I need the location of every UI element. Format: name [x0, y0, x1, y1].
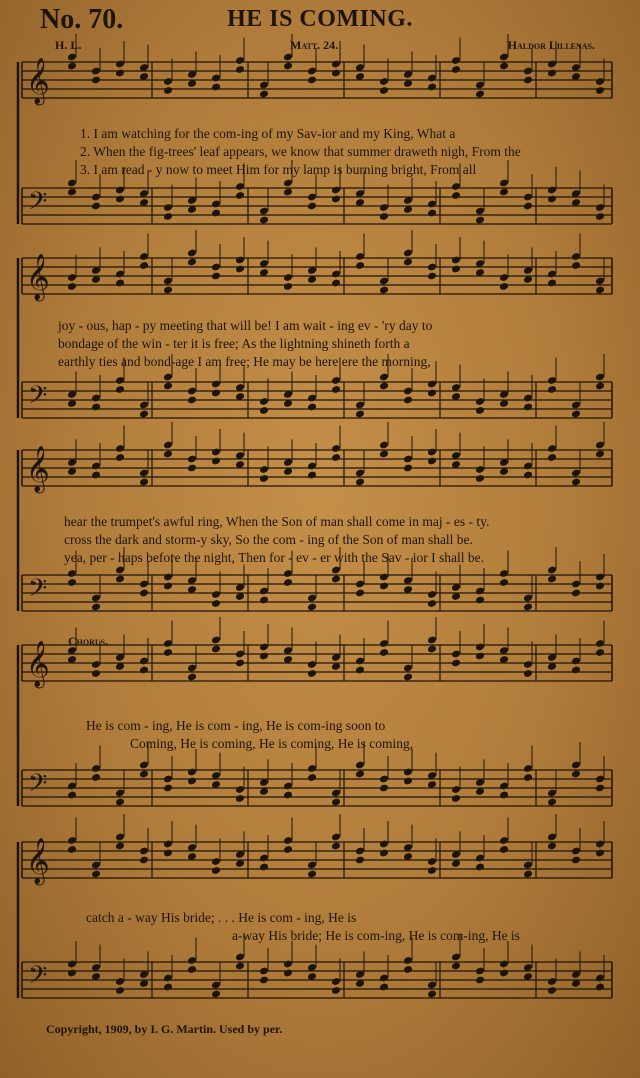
system-1-treble-note [211, 83, 221, 92]
system-4-treble-note [379, 648, 389, 657]
system-4-treble-note [451, 659, 461, 668]
system-5-treble-note [67, 845, 77, 854]
system-3-bass-note [307, 603, 317, 612]
system-1-bass-note [307, 202, 317, 211]
scripture-reference: Matt. 24. [290, 38, 339, 52]
system-2-treble-note [595, 286, 605, 295]
system-2-bass-note [163, 382, 173, 391]
system-5-treble-note [475, 863, 485, 872]
system-1-bass-note [547, 195, 557, 204]
system-3-treble-note [187, 464, 197, 473]
system-3-treble-clef-icon: 𝄞 [26, 446, 50, 492]
system-1-treble-note [91, 76, 101, 85]
system-1-bass-note [91, 202, 101, 211]
system-1-treble-note [115, 69, 125, 78]
system-4-bass-note [139, 770, 149, 779]
system-4-treble-note [475, 652, 485, 661]
system-5-bass-note [595, 983, 605, 992]
verse-line-2c: cross the dark and storm-y sky, So the com - ing of the Son of man shall be. [64, 532, 473, 547]
system-1-treble-note [307, 76, 317, 85]
system-1-treble-note [379, 86, 389, 95]
verse-line-2b: bondage of the win - ter it is free; As the lightning shineth forth a [58, 336, 410, 351]
system-1-bass-note [379, 212, 389, 221]
system-2-bass-note [595, 382, 605, 391]
music-credit: Haldor Lillenas. [507, 38, 595, 52]
system-1-bass-note [67, 188, 77, 197]
system-4-treble-note [595, 648, 605, 657]
system-4-treble-note [163, 648, 173, 657]
system-1-bass-note [259, 216, 269, 225]
system-3-bass-note [331, 575, 341, 584]
system-1-treble-note [259, 90, 269, 99]
system-5-bass-note [427, 990, 437, 999]
system-4-bass-note [355, 770, 365, 779]
system-4-bass-clef-icon: 𝄢 [28, 769, 48, 804]
system-5-treble-note [211, 866, 221, 875]
system-5-bass-note [499, 969, 509, 978]
system-2-treble-note [211, 272, 221, 281]
system-4-treble-note [211, 645, 221, 654]
system-5-bass-note [115, 986, 125, 995]
system-5-bass-note [211, 990, 221, 999]
system-5-bass-note [475, 976, 485, 985]
verse-line-1c: hear the trumpet's awful ring, When the Son of man shall come in maj - es - ty. [64, 514, 490, 529]
system-2-bass-note [403, 396, 413, 405]
system-2-treble-note [139, 261, 149, 270]
system-5-treble-note [379, 849, 389, 858]
system-5-treble-clef-icon: 𝄞 [26, 838, 50, 884]
system-5-treble-note [259, 863, 269, 872]
system-4-treble-note [259, 652, 269, 661]
system-3-bass-note [571, 589, 581, 598]
system-1-treble-note [451, 65, 461, 74]
system-2-bass-note [91, 403, 101, 412]
system-2-bass-note [355, 410, 365, 419]
system-4-bass-note [331, 798, 341, 807]
system-4-bass-note [499, 791, 509, 800]
system-1-treble-note [427, 83, 437, 92]
verse-line-3a: 3. I am read - y now to meet Him for my lamp is burning bright, From all [80, 162, 477, 177]
system-2-bass-note [475, 406, 485, 415]
system-5-treble-note [115, 842, 125, 851]
system-3-treble-note [331, 453, 341, 462]
system-3-treble-note [379, 450, 389, 459]
system-3-bass-note [427, 599, 437, 608]
system-3-treble-note [523, 471, 533, 480]
system-3-bass-note [211, 599, 221, 608]
system-3-treble-note [259, 474, 269, 483]
system-3-treble-note [547, 453, 557, 462]
system-1-bass-note [451, 191, 461, 200]
system-3-bass-note [91, 603, 101, 612]
system-4-bass-note [523, 773, 533, 782]
system-5-treble-note [307, 870, 317, 879]
system-1-bass-note [115, 195, 125, 204]
system-5-treble-note [427, 866, 437, 875]
system-2-treble-note [163, 286, 173, 295]
system-5-bass-note [403, 965, 413, 974]
system-3-treble-note [307, 471, 317, 480]
system-2-bass-clef-icon: 𝄢 [28, 381, 48, 416]
system-1-bass-note [211, 209, 221, 218]
system-2-bass-note [523, 403, 533, 412]
system-3-treble-note [211, 457, 221, 466]
system-3-treble-note [403, 464, 413, 473]
system-4-bass-note [379, 784, 389, 793]
system-3-treble-note [475, 474, 485, 483]
system-4-treble-note [139, 666, 149, 675]
system-2-bass-note [331, 385, 341, 394]
system-1-treble-note [163, 86, 173, 95]
system-5-treble-note [163, 849, 173, 858]
system-2-bass-note [427, 389, 437, 398]
system-2-bass-note [187, 396, 197, 405]
system-1-bass-note [163, 212, 173, 221]
system-1-bass-note [283, 188, 293, 197]
system-4-bass-note [283, 791, 293, 800]
system-1-treble-note [331, 69, 341, 78]
system-2-treble-note [283, 282, 293, 291]
system-4-bass-note [403, 777, 413, 786]
verse-line-1a: 1. I am watching for the com-ing of my Sav-ior and my King, What a [80, 126, 456, 141]
system-3-treble-note [595, 450, 605, 459]
hymn-number: No. 70. [40, 4, 124, 35]
system-4-treble-note [427, 645, 437, 654]
system-4-treble-note [235, 659, 245, 668]
system-2-bass-note [115, 385, 125, 394]
system-5-treble-note [355, 856, 365, 865]
system-2-treble-note [571, 261, 581, 270]
system-2-bass-note [139, 410, 149, 419]
system-4-treble-note [91, 669, 101, 678]
system-2-bass-note [547, 385, 557, 394]
system-2-treble-note [355, 261, 365, 270]
verse-line-3c: yea, per - haps before the night, Then for - ev - er with the Sav - ior I shall be. [64, 550, 484, 565]
system-1-treble-note [235, 65, 245, 74]
system-5-bass-note [283, 969, 293, 978]
system-3-treble-note [115, 453, 125, 462]
system-3-bass-note [595, 582, 605, 591]
chorus-line-4: a-way His bride; He is com-ing, He is com-ing, He is [232, 928, 520, 943]
verse-line-1b: joy - ous, hap - py meeting that will be! I am wait - ing ev - 'ry day to [58, 318, 433, 333]
system-2-treble-note [451, 265, 461, 274]
system-1-bass-note [427, 209, 437, 218]
system-4-bass-note [91, 773, 101, 782]
system-1-treble-note [67, 62, 77, 71]
system-4-bass-note [163, 784, 173, 793]
hymn-title: HE IS COMING. [227, 6, 413, 32]
system-3-treble-note [355, 478, 365, 487]
system-5-treble-note [499, 845, 509, 854]
system-4-treble-note [187, 673, 197, 682]
system-5-bass-note [331, 986, 341, 995]
system-3-bass-note [139, 589, 149, 598]
chorus-line-1: He is com - ing, He is com - ing, He is com-ing soon to [86, 718, 386, 733]
system-5-bass-note [451, 962, 461, 971]
system-4-treble-note [403, 673, 413, 682]
system-2-treble-note [67, 282, 77, 291]
system-4-bass-note [451, 794, 461, 803]
system-4-treble-note [523, 669, 533, 678]
system-2-treble-note [331, 279, 341, 288]
copyright-notice: Copyright, 1909, by I. G. Martin. Used by per. [46, 1022, 283, 1036]
chorus-line-2: Coming, He is coming, He is coming, He is coming, [130, 736, 414, 751]
system-3-treble-note [427, 457, 437, 466]
chorus-label: Chorus. [68, 634, 109, 648]
system-1-treble-note [595, 86, 605, 95]
system-1-bass-clef-icon: 𝄢 [28, 187, 48, 222]
system-2-treble-note [115, 279, 125, 288]
system-4-treble-note [571, 666, 581, 675]
system-1-bass-note [475, 216, 485, 225]
system-3-bass-note [523, 603, 533, 612]
system-2-bass-note [211, 389, 221, 398]
words-credit: H. L. [55, 38, 82, 52]
system-5-treble-note [283, 845, 293, 854]
system-4-bass-note [67, 791, 77, 800]
system-3-bass-note [283, 578, 293, 587]
system-2-treble-note [235, 265, 245, 274]
system-5-bass-note [163, 983, 173, 992]
system-1-treble-clef-icon: 𝄞 [26, 58, 50, 104]
system-3-treble-note [91, 471, 101, 480]
system-5-treble-note [571, 856, 581, 865]
system-4-bass-note [571, 770, 581, 779]
system-5-bass-note [187, 965, 197, 974]
system-4-bass-note [235, 794, 245, 803]
system-5-bass-note [259, 976, 269, 985]
system-3-bass-note [355, 589, 365, 598]
system-2-treble-note [187, 258, 197, 267]
system-5-treble-note [547, 842, 557, 851]
system-3-bass-note [499, 578, 509, 587]
system-2-treble-note [379, 286, 389, 295]
system-4-treble-note [307, 669, 317, 678]
system-5-bass-note [67, 969, 77, 978]
system-5-treble-note [91, 870, 101, 879]
system-4-bass-note [187, 777, 197, 786]
system-1-treble-note [475, 90, 485, 99]
system-5-treble-note [595, 849, 605, 858]
system-5-bass-clef-icon: 𝄢 [28, 961, 48, 996]
system-1-bass-note [523, 202, 533, 211]
system-5-treble-note [523, 870, 533, 879]
system-2-treble-clef-icon: 𝄞 [26, 254, 50, 300]
system-1-bass-note [499, 188, 509, 197]
chorus-line-3: catch a - way His bride; . . . He is com - ing, He is [86, 910, 357, 925]
system-4-bass-note [115, 798, 125, 807]
system-4-bass-note [307, 773, 317, 782]
system-1-bass-note [331, 195, 341, 204]
system-3-treble-note [139, 478, 149, 487]
system-3-bass-note [115, 575, 125, 584]
system-2-treble-note [403, 258, 413, 267]
system-3-treble-note [571, 478, 581, 487]
system-1-bass-note [235, 191, 245, 200]
system-3-bass-note [163, 582, 173, 591]
system-2-bass-note [307, 403, 317, 412]
verse-line-2a: 2. When the fig-trees' leaf appears, we know that summer draweth nigh, From the [80, 144, 521, 159]
system-2-bass-note [379, 382, 389, 391]
system-2-treble-note [499, 282, 509, 291]
system-1-bass-note [595, 212, 605, 221]
system-2-treble-note [547, 279, 557, 288]
system-1-treble-note [499, 62, 509, 71]
system-1-treble-note [547, 69, 557, 78]
system-1-treble-note [523, 76, 533, 85]
system-5-treble-note [331, 842, 341, 851]
system-5-bass-note [235, 962, 245, 971]
system-3-treble-note [163, 450, 173, 459]
system-3-bass-note [259, 596, 269, 605]
verse-line-3b: earthly ties and bond-age I am free; He may be here ere the morning, [58, 354, 431, 369]
system-3-bass-note [67, 578, 77, 587]
system-5-treble-note [139, 856, 149, 865]
system-1-treble-note [283, 62, 293, 71]
system-4-treble-note [355, 666, 365, 675]
system-3-bass-note [379, 582, 389, 591]
system-4-bass-note [547, 798, 557, 807]
system-3-bass-note [475, 596, 485, 605]
system-2-bass-note [259, 406, 269, 415]
system-5-bass-note [379, 983, 389, 992]
system-2-treble-note [427, 272, 437, 281]
system-5-bass-note [547, 986, 557, 995]
system-4-treble-clef-icon: 𝄞 [26, 641, 50, 687]
system-4-bass-note [595, 784, 605, 793]
system-2-bass-note [571, 410, 581, 419]
system-3-bass-note [547, 575, 557, 584]
system-3-bass-clef-icon: 𝄢 [28, 574, 48, 609]
